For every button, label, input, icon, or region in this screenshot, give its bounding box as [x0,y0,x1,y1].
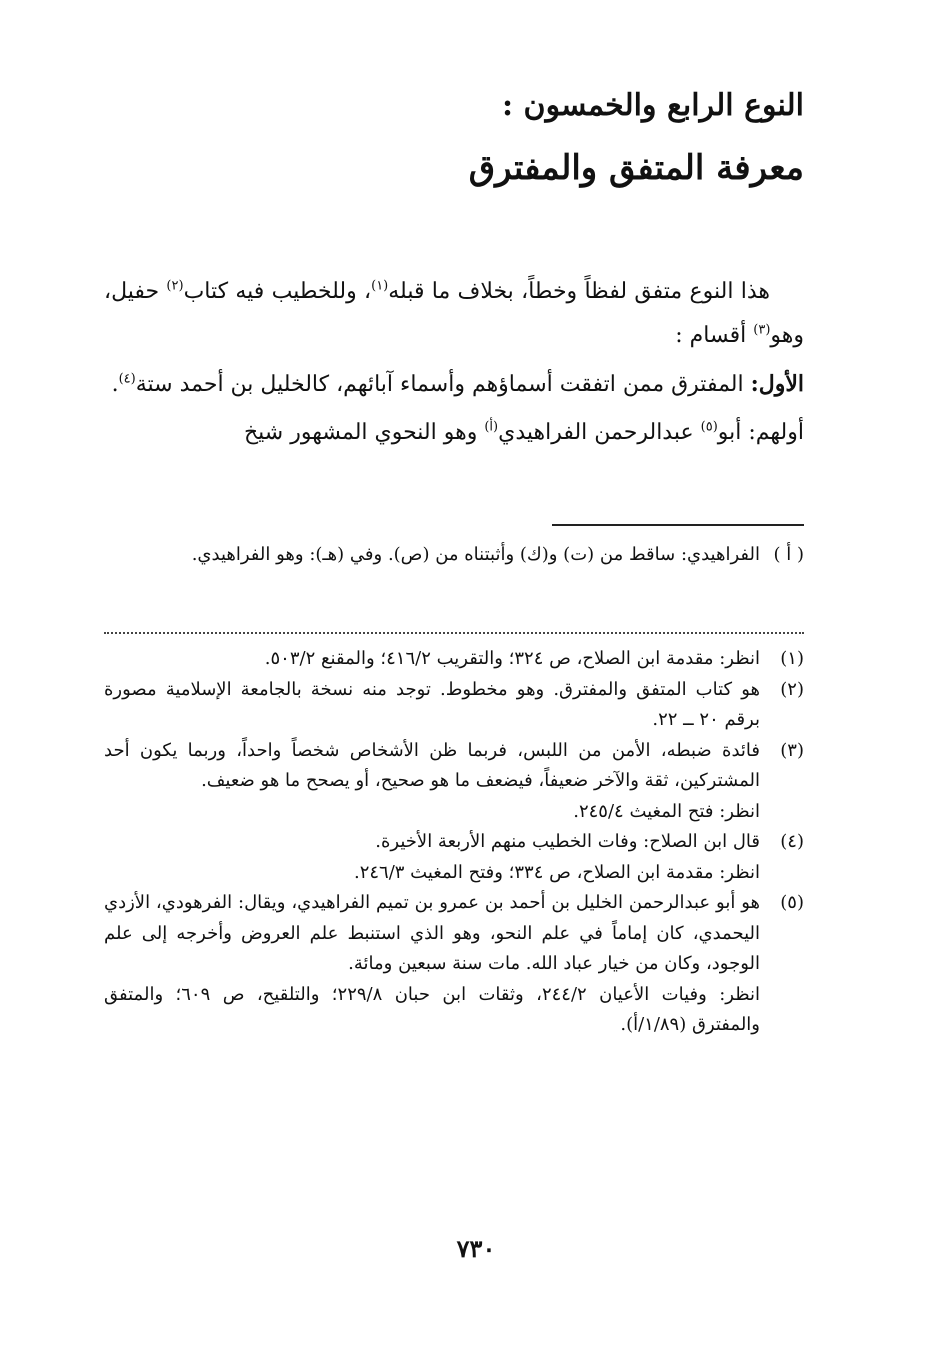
footnote [104,644,804,675]
section-label: الأول: [750,371,804,397]
footnote-line: هو أبو عبدالرحمن الخليل بن أحمد بن عمرو بن تميم الفراهيدي، ويقال: الفرهودي، الأزدي اليحمدي، كان إماماً في علم النحو، وهو الذي استنبط علم العروض وأخرجه إلى علم الوجود، وكان من خيار عباد الله. مات سنة سبعين ومائة. [104,892,760,974]
footnote [104,675,804,736]
footnote-line: انظر: فتح المغيث ٢٤٥/٤. [573,800,760,822]
footnote-number: (٥) [780,892,804,913]
text-run: المفترق ممن اتفقت أسماؤهم وأسماء آبائهم، كالخليل بن أحمد ستة [135,372,751,397]
chapter-title: معرفة المتفق والمفترق [468,148,804,188]
footnote [104,888,804,1041]
footnote-line: انظر: مقدمة ابن الصلاح، ص ٣٢٤؛ والتقريب ٤١٦/٢؛ والمقنع ٥٠٣/٢. [264,648,760,669]
footnote-ref: (١) [371,278,389,294]
footnotes [104,644,804,1041]
footnote-separator [552,524,804,526]
footnote-line: انظر: مقدمة ابن الصلاح، ص ٣٣٤؛ وفتح المغيث ٢٤٦/٣. [353,861,760,883]
footnote-number: (٣) [780,739,804,761]
text-run: ، وللخطيب فيه كتاب [183,279,372,304]
chapter-heading: النوع الرابع والخمسون : [502,88,804,123]
text-run: حفيل، وهو [104,279,804,348]
page-number: ٧٣٠ [456,1234,496,1263]
footnote-line: فائدة ضبطه، الأمن من اللبس، فربما ظن الأشخاص شخصاً واحداً، وربما يكون أحد المشتركين، ثقة والآخر ضعيفاً، فيضعف ما هو صحيح، أو يصحح ما هو ضعيف. [104,739,760,791]
footnote-line: هو كتاب المتفق والمفترق. وهو مخطوط. توجد منه نسخة بالجامعة الإسلامية مصورة برقم ٢٠ ــ ٢٢. [104,678,760,730]
text-run: وهو النحوي المشهور شيخ [243,420,485,445]
paragraph-first-section [104,362,804,407]
footnote-line: قال ابن الصلاح: وفات الخطيب منهم الأربعة الأخيرة. [375,831,760,852]
footnote-ref: (٥) [700,419,718,435]
main-text [104,270,804,455]
footnote [104,736,804,828]
footnote-text [104,675,760,736]
variant-ref: (أ) [484,419,499,435]
footnote-line: انظر: وفيات الأعيان ٢٤٤/٢، وثقات ابن حبان ٢٢٩/٨؛ والتلقيح، ص ٦٠٩؛ والمتفق والمفترق (١/٨٩/أ). [104,983,760,1035]
text-run: . [111,372,119,397]
footnote-text [104,888,760,1041]
text-run: أقسام : [675,323,754,348]
variant-marker: ( أ ) [773,544,804,565]
text-run: هذا النوع متفق لفظاً وخطاً، بخلاف ما قبله [388,279,771,304]
footnote-text [104,827,760,888]
footnote-ref: (٢) [166,278,184,294]
footnote-ref: (٤) [118,371,136,387]
variant-notes [104,538,804,572]
variant-text: الفراهيدي: ساقط من (ت) و(ك) وأثبتناه من (ص). وفي (هـ): وهو الفراهيدي. [191,544,760,565]
footnote-number: (٤) [780,831,804,852]
text-run: أولهم: أبو [717,420,804,445]
paragraph-intro [104,270,804,358]
footnote-number: (١) [780,648,804,669]
variant-note [104,538,804,572]
footnote-text [104,644,760,675]
footnote-text [104,736,760,828]
footnote-ref: (٣) [753,322,771,338]
paragraph-first-person [104,411,804,455]
dotted-separator [104,632,804,634]
text-run: عبدالرحمن الفراهيدي [498,420,701,445]
footnote [104,827,804,888]
footnote-number: (٢) [780,678,804,700]
